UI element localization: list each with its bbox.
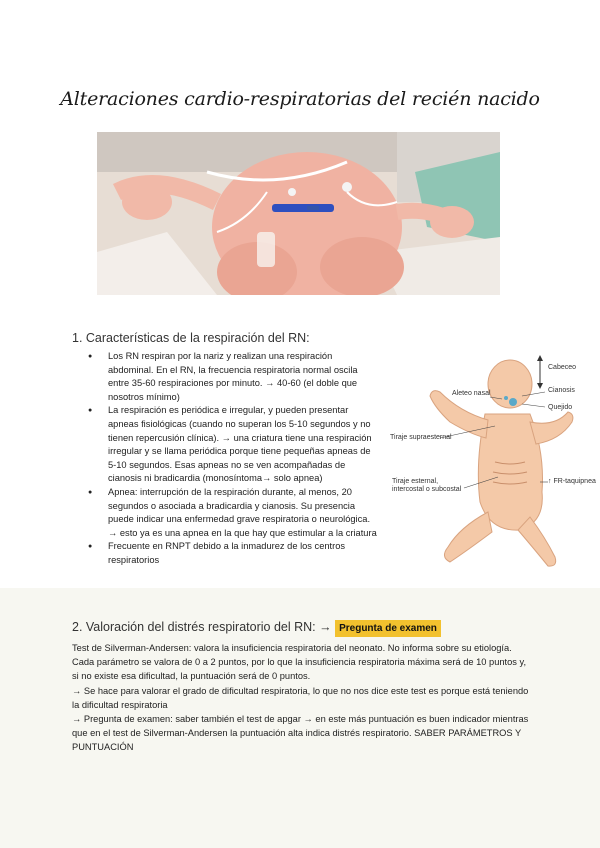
newborn-photo bbox=[97, 132, 500, 295]
list-item: ● Frecuente en RNPT debido a la inmadurez de los centros respiratorios bbox=[88, 540, 378, 567]
exam-question-highlight: Pregunta de examen bbox=[335, 620, 441, 637]
section-heading-text: 2. Valoración del distrés respiratorio del RN: → bbox=[72, 620, 332, 634]
section-heading-respiration: 1. Características de la respiración del RN: bbox=[72, 331, 310, 345]
paragraph: Test de Silverman-Andersen: valora la insuficiencia respiratoria del neonato. No informa sobre su etiología. Cada parámetro se valora de 0 a 2 puntos, por lo que la insuficiencia respiratoria máxima será de 10 puntos y, si no existe esa dificultad, la puntuación será de 0 puntos. bbox=[72, 643, 527, 682]
list-item: ● La respiración es periódica e irregular, y pueden presentar apneas fisiológicas (cuando no superan los 5-10 segundos y no tienen repercusión clínica). → una criatura tiene una respiración irregular y se llama periódica porque tiene pequeñas apneas de 5-10 segundos. Esas apneas no se ven acompañadas de cianosis ni bradicardia (monosíntoma→ solo apnea) bbox=[88, 404, 378, 486]
paragraph: → Se hace para valorar el grado de dificultad respiratoria, lo que no nos dice este test es porque está teniendo la dificultad respiratoria bbox=[72, 685, 529, 710]
page-title: Alteraciones cardio-respiratorias del recién nacido bbox=[60, 88, 540, 110]
list-item: ● Los RN respiran por la nariz y realizan una respiración abdominal. En el RN, la frecuencia respiratoria normal oscila entre 35-60 respiraciones por minuto. → 40-60 (el doble que nosotros mínimo) bbox=[88, 350, 378, 404]
label-taquipnea: ↑ FR-taquipnea bbox=[548, 478, 596, 485]
silverman-description bbox=[72, 641, 534, 755]
label-aleteo-nasal: Aleteo nasal bbox=[452, 390, 491, 397]
label-cianosis: Cianosis bbox=[548, 387, 575, 394]
label-tiraje-esternal: Tiraje esternal, intercostal o subcostal bbox=[392, 478, 462, 493]
section-heading-distress bbox=[72, 620, 441, 634]
paragraph: → Pregunta de examen: saber también el test de apgar → en este más puntuación es buen indicador mientras que en el test de Silverman-Andersen la puntuación alta indica distrés respiratorio. SABER PARÁMETROS Y PUNTUACIÓN bbox=[72, 714, 529, 753]
label-cabeceo: Cabeceo bbox=[548, 364, 577, 371]
list-item: ● Apnea: interrupción de la respiración durante, al menos, 20 segundos o asociada a bradicardia y cianosis. Su presencia puede indicar una enfermedad grave respiratoria o neurológica. → esto ya es una apnea en la que hay que estimular a la criatura bbox=[88, 486, 378, 540]
respiration-bullet-list bbox=[88, 350, 378, 568]
label-quejido: Quejido bbox=[548, 404, 573, 411]
label-tiraje-supraesternal: Tiraje supraesternal bbox=[390, 434, 452, 441]
